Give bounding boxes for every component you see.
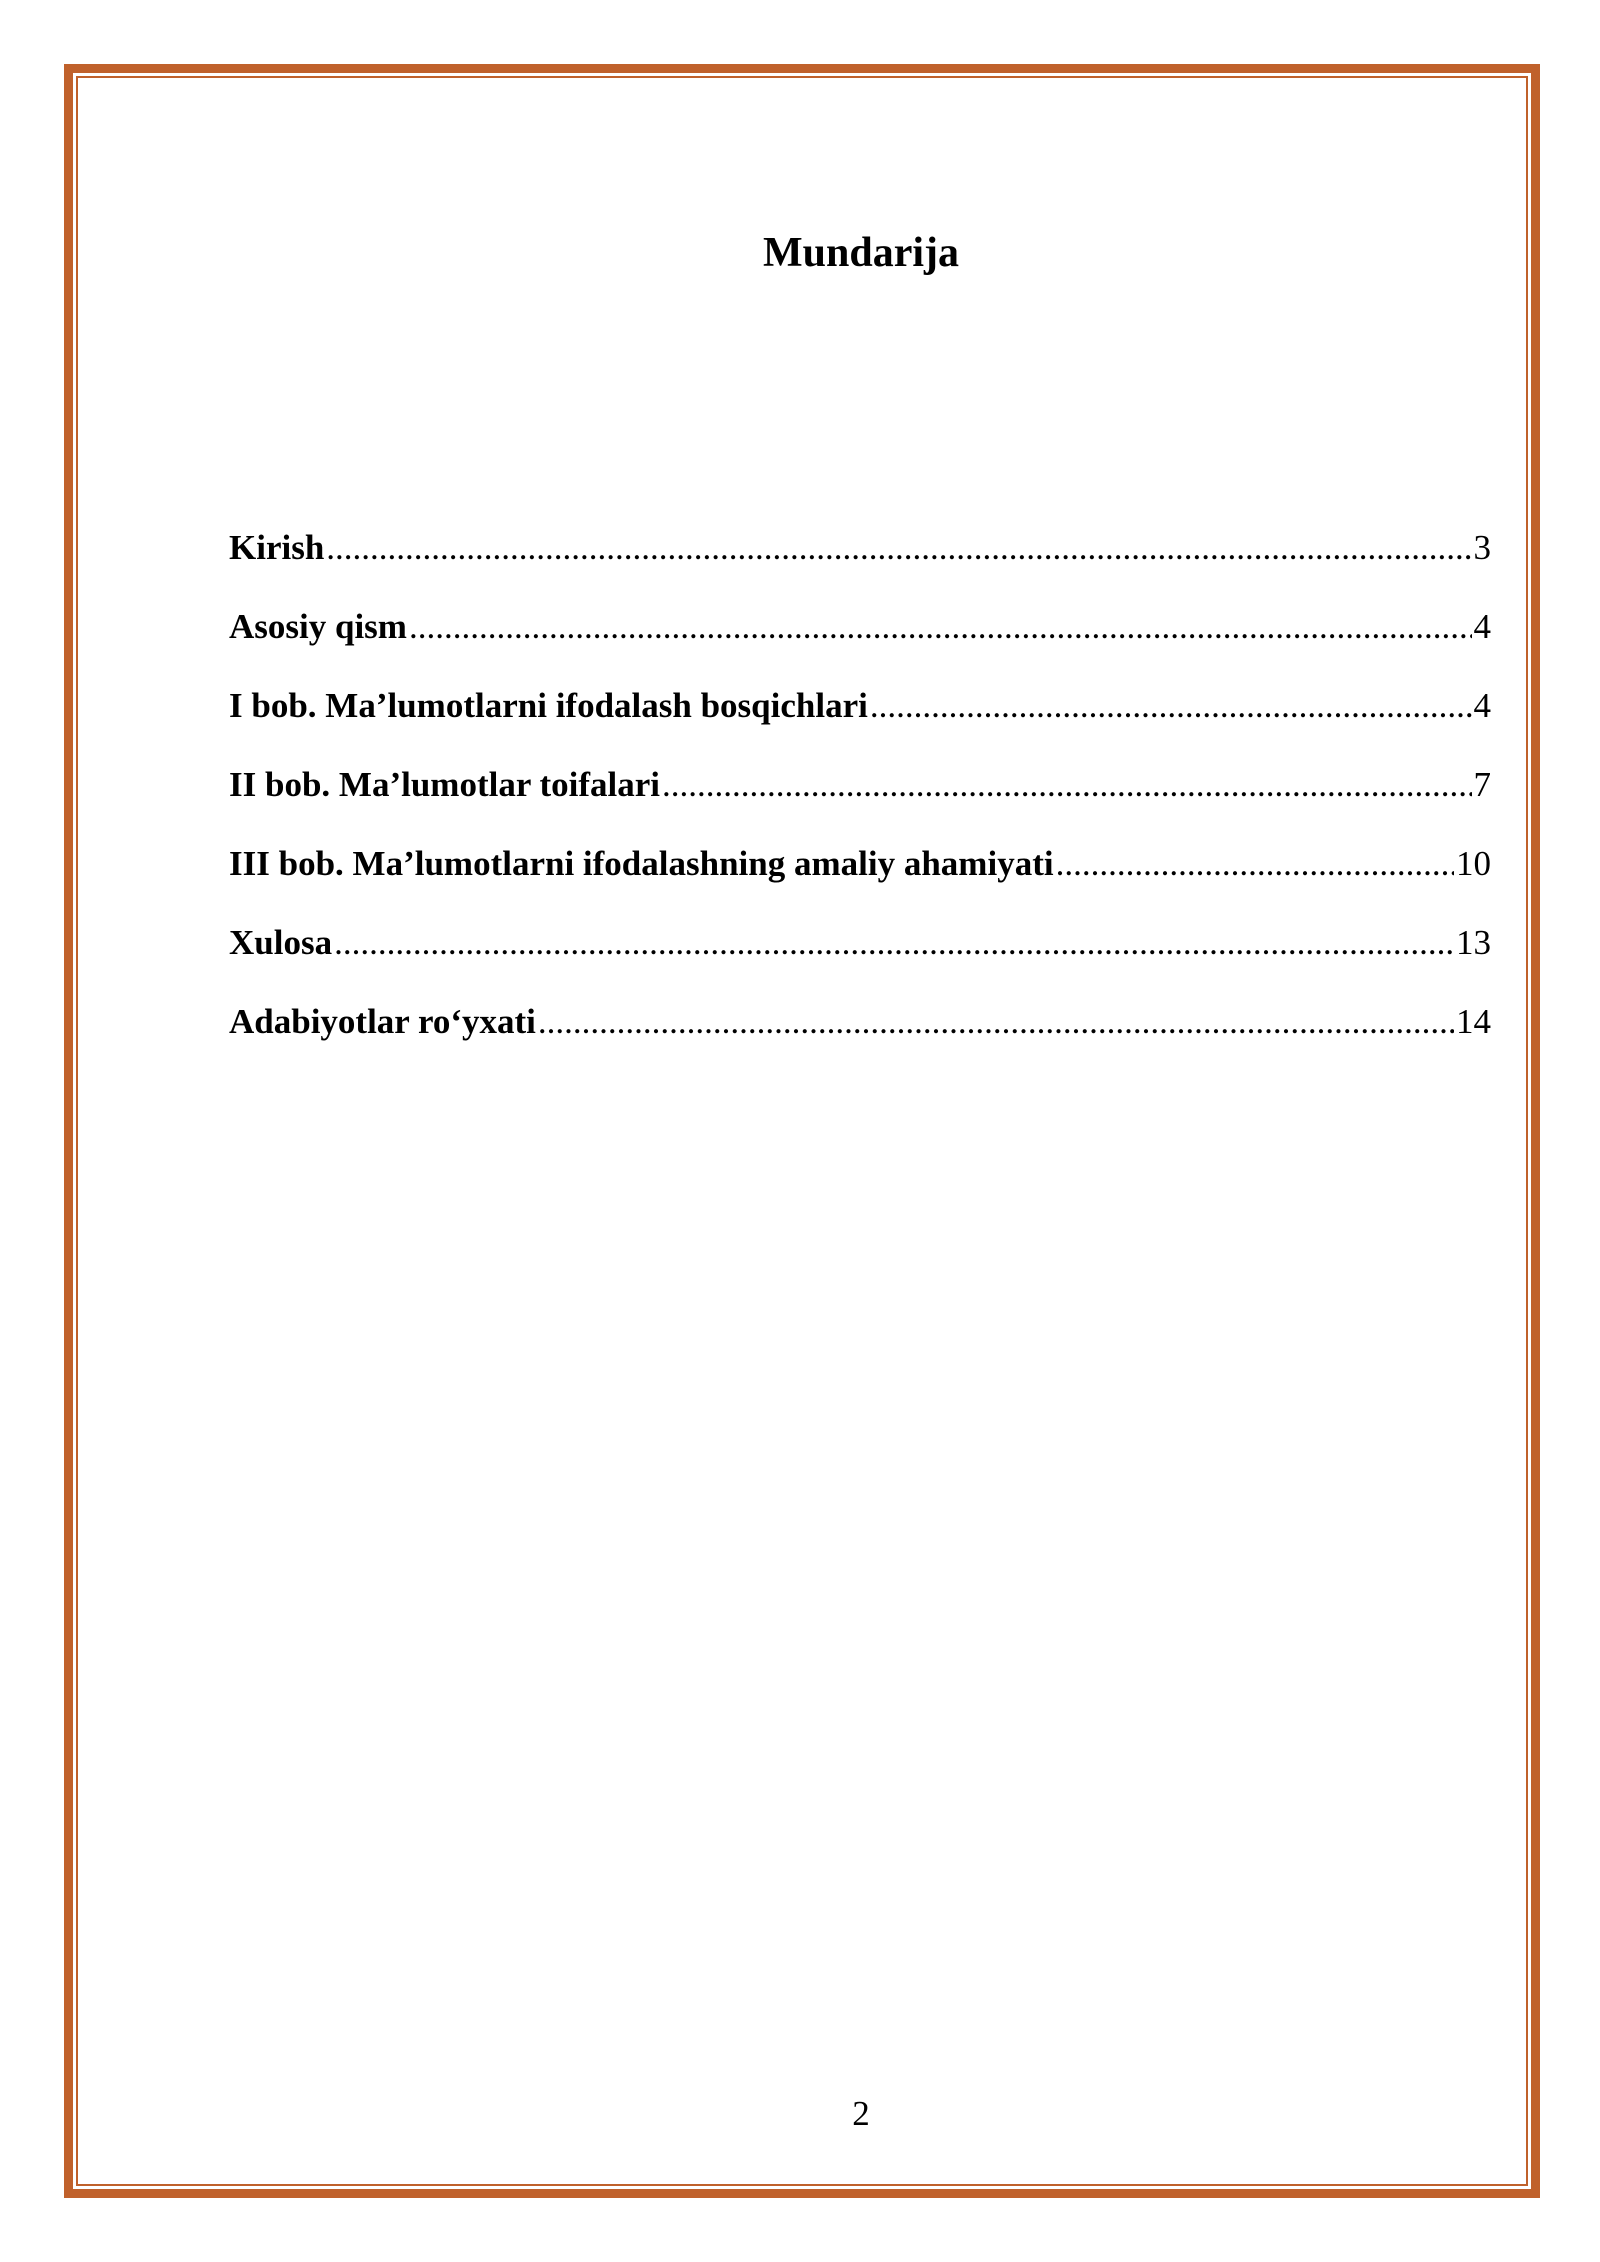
toc-dot-leader: [870, 683, 1472, 729]
page-title: Mundarija: [762, 230, 959, 276]
toc-entry-xulosa[interactable]: [229, 920, 1491, 999]
toc-entry-label: Xulosa: [229, 923, 333, 962]
toc-entry-chapter-1[interactable]: [229, 683, 1491, 762]
toc-entry-label: II bob. Ma’lumotlar toifalari: [229, 765, 661, 804]
toc-entry-chapter-2[interactable]: [229, 762, 1491, 841]
toc-dot-leader: [334, 920, 1454, 966]
toc-entry-page: 10: [1456, 844, 1491, 883]
toc-entry-label: Asosiy qism: [229, 607, 407, 646]
toc-entry-label: Adabiyotlar ro‘yxati: [229, 1002, 536, 1041]
page-number: 2: [852, 2094, 870, 2133]
page-border-inner: [76, 76, 1528, 2186]
toc-dot-leader: [662, 762, 1471, 808]
toc-entry-page: 3: [1473, 528, 1491, 567]
toc-entry-page: 14: [1456, 1002, 1491, 1041]
toc-entry-kirish[interactable]: [229, 525, 1491, 604]
toc-dot-leader: [326, 525, 1471, 571]
table-of-contents: [229, 525, 1491, 1078]
toc-entry-asosiy-qism[interactable]: [229, 604, 1491, 683]
toc-entry-page: 4: [1473, 686, 1491, 725]
toc-entry-label: I bob. Ma’lumotlarni ifodalash bosqichlari: [229, 686, 868, 725]
toc-entry-chapter-3[interactable]: [229, 841, 1491, 920]
toc-entry-page: 7: [1473, 765, 1491, 804]
toc-entry-page: 13: [1456, 923, 1491, 962]
toc-dot-leader: [1056, 841, 1454, 887]
toc-dot-leader: [538, 999, 1454, 1045]
toc-entry-adabiyotlar[interactable]: [229, 999, 1491, 1078]
toc-entry-page: 4: [1473, 607, 1491, 646]
toc-dot-leader: [409, 604, 1472, 650]
toc-entry-label: III bob. Ma’lumotlarni ifodalashning amaliy ahamiyati: [229, 844, 1054, 883]
toc-entry-label: Kirish: [229, 528, 325, 567]
